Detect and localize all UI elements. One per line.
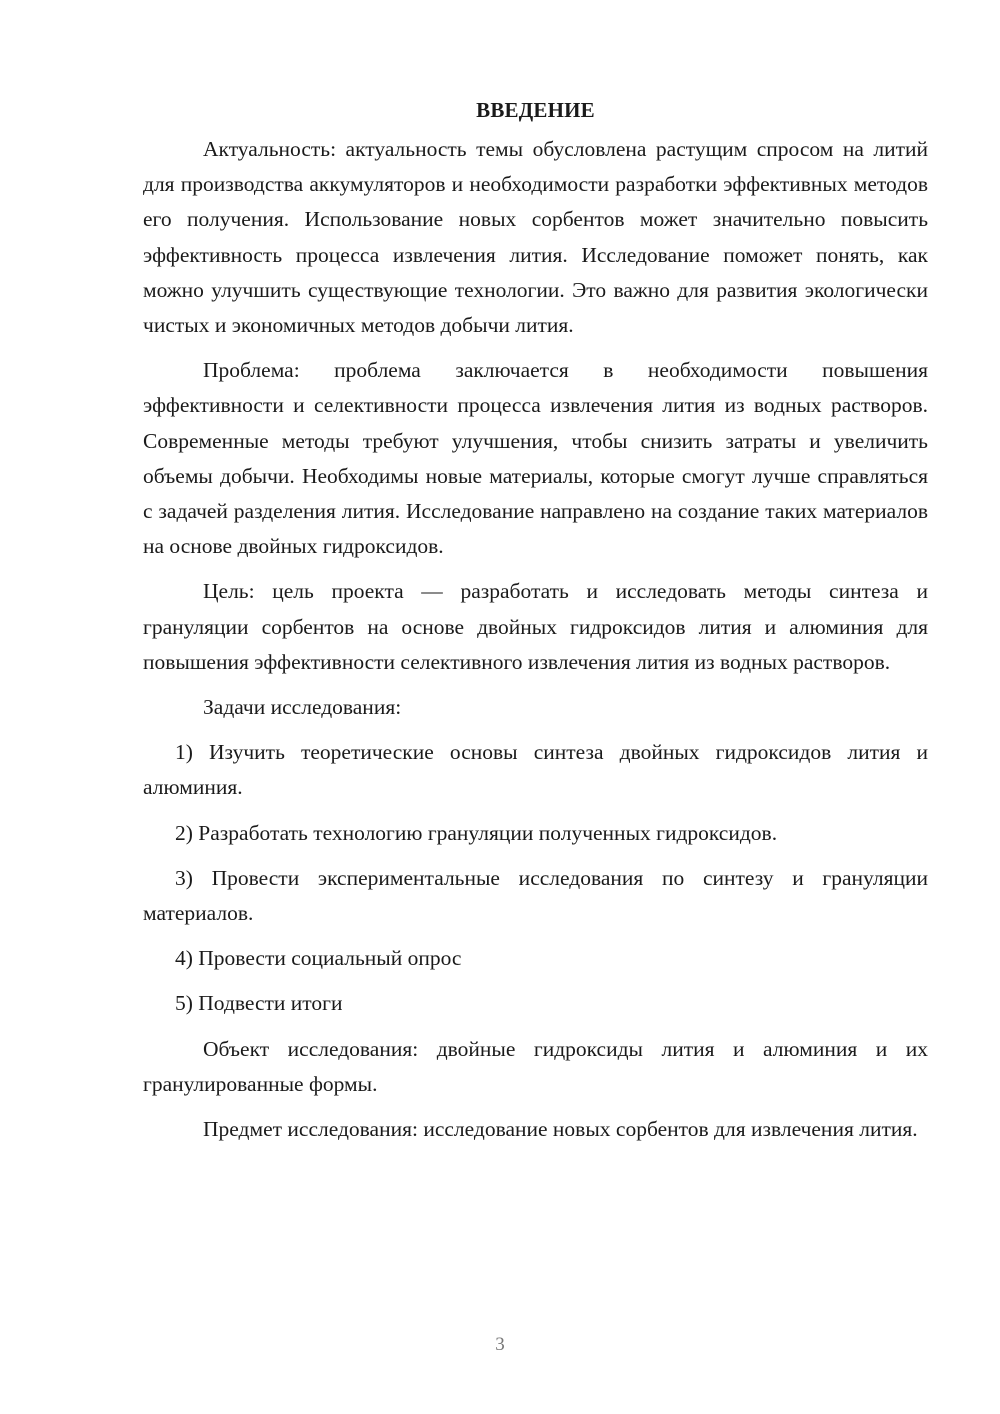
document-page [143, 96, 928, 1157]
goal-paragraph: Цель: цель проекта — разработать и исследовать методы синтеза и грануляции сорбентов на основе двойных гидроксидов лития и алюминия для повышения эффективности селективного извлечения лития из водных растворов. [143, 579, 928, 674]
tasks-heading: Задачи исследования: [203, 695, 402, 720]
object-paragraph: Объект исследования: двойные гидроксиды лития и алюминия и их гранулированные формы. [143, 1036, 928, 1096]
task-item-2: 2) Разработать технологию грануляции полученных гидроксидов. [175, 820, 778, 845]
task-item-5: 5) Подвести итоги [175, 991, 343, 1016]
page-number: 3 [495, 1334, 505, 1355]
relevance-paragraph: Актуальность: актуальность темы обусловлена растущим спросом на литий для производства аккумуляторов и необходимости разработки эффективных методов его получения. Использование новых сорбентов может значительно повысить эффективность процесса извлечения лития. Исследование поможет понять, как можно улучшить существующие технологии. Это важно для развития экологически чистых и экономичных методов добычи лития. [143, 137, 928, 338]
task-item-1: 1) Изучить теоретические основы синтеза двойных гидроксидов лития и алюминия. [143, 740, 928, 800]
subject-paragraph: Предмет исследования: исследование новых сорбентов для извлечения лития. [203, 1117, 918, 1142]
task-item-4: 4) Провести социальный опрос [175, 946, 462, 971]
problem-paragraph: Проблема: проблема заключается в необходимости повышения эффективности и селективности процесса извлечения лития из водных растворов. Современные методы требуют улучшения, чтобы снизить затраты и увеличить объемы добычи. Необходимы новые материалы, которые смогут лучше справляться с задачей разделения лития. Исследование направлено на создание таких материалов на основе двойных гидроксидов. [143, 358, 928, 559]
task-item-3: 3) Провести экспериментальные исследования по синтезу и грануляции материалов. [143, 865, 928, 926]
section-title: ВВЕДЕНИЕ [476, 98, 595, 122]
